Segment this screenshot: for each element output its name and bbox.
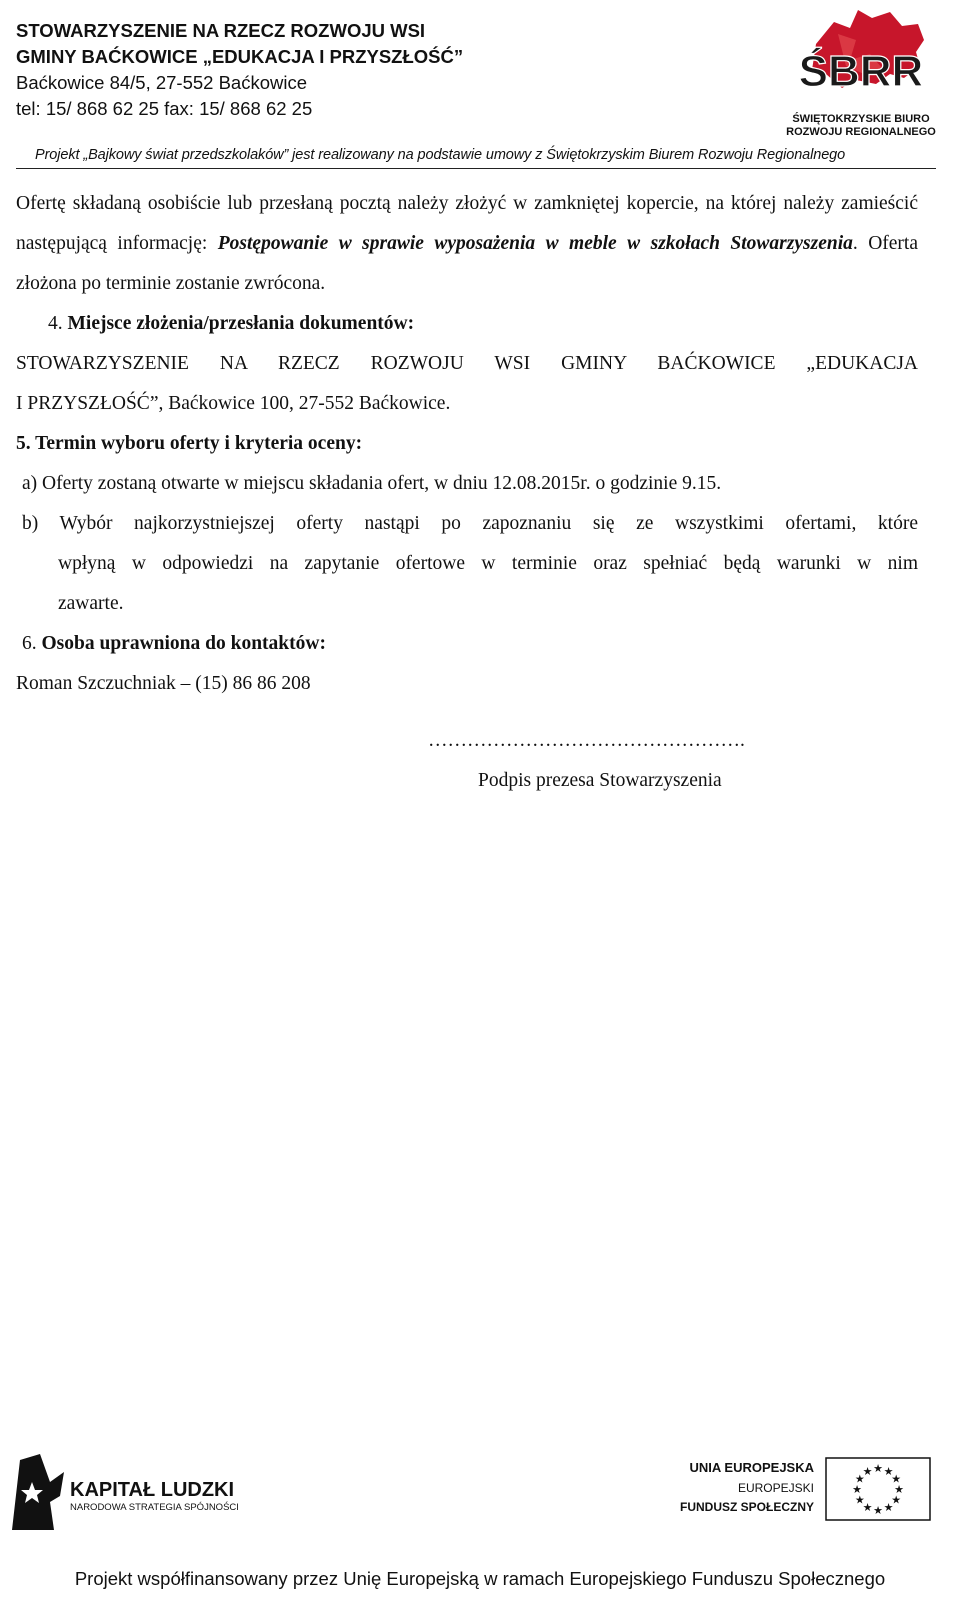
section-4-title: Miejsce złożenia/przesłania dokumentów: (67, 313, 415, 334)
document-body (16, 184, 918, 704)
project-note: Projekt „Bajkowy świat przedszkolaków” jest realizowany na podstawie umowy z Świętokrzyskim Biurem Rozwoju Regionalnego (35, 147, 846, 163)
org-address: Baćkowice 84/5, 27-552 Baćkowice (16, 72, 308, 93)
kl-logo-title: KAPITAŁ LUDZKI (70, 1479, 235, 1501)
eu-star: ★ (891, 1494, 902, 1507)
eu-logo-line2: EUROPEJSKI (737, 1481, 814, 1495)
eu-star: ★ (894, 1484, 904, 1496)
eu-logo-icon (676, 1456, 936, 1522)
section-5-item-b-line1: b) Wybór najkorzystniejszej oferty nastąpi po zapoznaniu się ze wszystkimi ofertami, które (22, 513, 918, 534)
section-4-heading (16, 304, 918, 344)
section-6-title: Osoba uprawniona do kontaktów: (41, 633, 326, 654)
header-divider (16, 168, 936, 169)
section-4-address-line2: I PRZYSZŁOŚĆ”, Baćkowice 100, 27-552 Baćkowice. (16, 393, 451, 414)
kapital-ludzki-logo-icon (10, 1452, 250, 1532)
section-5-item-a: a) Oferty zostaną otwarte w miejscu składania ofert, w dniu 12.08.2015r. o godzinie 9.15. (22, 473, 722, 494)
sbrr-logo-line1: ŚWIĘTOKRZYSKIE BIURO (792, 113, 930, 125)
eu-logo-line1: UNIA EUROPEJSKA (689, 1460, 814, 1475)
signature-line: …………………………………………. (428, 730, 745, 751)
org-name-line1: STOWARZYSZENIE NA RZECZ ROZWOJU WSI (16, 20, 426, 41)
section-5-heading: 5. Termin wyboru oferty i kryteria oceny: (16, 433, 363, 454)
sbrr-logo-letters: ŚBRR (798, 47, 924, 96)
section-5-item-b-line2: wpłyną w odpowiedzi na zapytanie ofertowe w terminie oraz spełniać będą warunki w nim (58, 553, 918, 574)
section-6-number: 6. (22, 633, 37, 654)
sbrr-logo-line2: ROZWOJU REGIONALNEGO (786, 126, 936, 138)
section-6-heading (16, 624, 918, 664)
section-4-number: 4. (48, 313, 63, 334)
org-name-line2: GMINY BAĆKOWICE „EDUKACJA I PRZYSZŁOŚĆ” (16, 46, 464, 67)
section-4-address-line1: STOWARZYSZENIE NA RZECZ ROZWOJU WSI GMINY BAĆKOWICE „EDUKACJA (16, 353, 918, 374)
eu-star: ★ (862, 1502, 873, 1515)
eu-star: ★ (883, 1465, 894, 1478)
eu-star: ★ (854, 1494, 865, 1507)
offer-text-2: . Oferta złożona po terminie zostanie zwrócona. (16, 233, 919, 294)
kl-logo-subtitle: NARODOWA STRATEGIA SPÓJNOŚCI (70, 1502, 239, 1513)
offer-paragraph (16, 184, 918, 304)
offer-title-emphasis: Postępowanie w sprawie wyposażenia w meble w szkołach Stowarzyszenia (217, 233, 853, 254)
eu-star: ★ (873, 1463, 883, 1475)
eu-star: ★ (852, 1484, 862, 1496)
eu-star: ★ (862, 1465, 873, 1478)
eu-star: ★ (873, 1505, 883, 1517)
letterhead (16, 18, 756, 122)
offer-text-1: Ofertę składaną osobiście lub przesłaną pocztą należy złożyć w zamkniętej kopercie, na której należy zamieścić następującą informację: (16, 193, 918, 254)
section-5-item-b-line3: zawarte. (58, 593, 124, 614)
eu-star: ★ (891, 1473, 902, 1486)
signature-label: Podpis prezesa Stowarzyszenia (478, 770, 722, 791)
eu-star: ★ (854, 1473, 865, 1486)
org-phone: tel: 15/ 868 62 25 fax: 15/ 868 62 25 (16, 98, 313, 119)
eu-star: ★ (883, 1502, 894, 1515)
footer-note: Projekt współfinansowany przez Unię Europejską w ramach Europejskiego Funduszu Społecznego (74, 1568, 886, 1589)
sbrr-logo-icon (786, 4, 936, 140)
contact-person: Roman Szczuchniak – (15) 86 86 208 (16, 673, 311, 694)
eu-logo-line3: FUNDUSZ SPOŁECZNY (679, 1500, 814, 1514)
